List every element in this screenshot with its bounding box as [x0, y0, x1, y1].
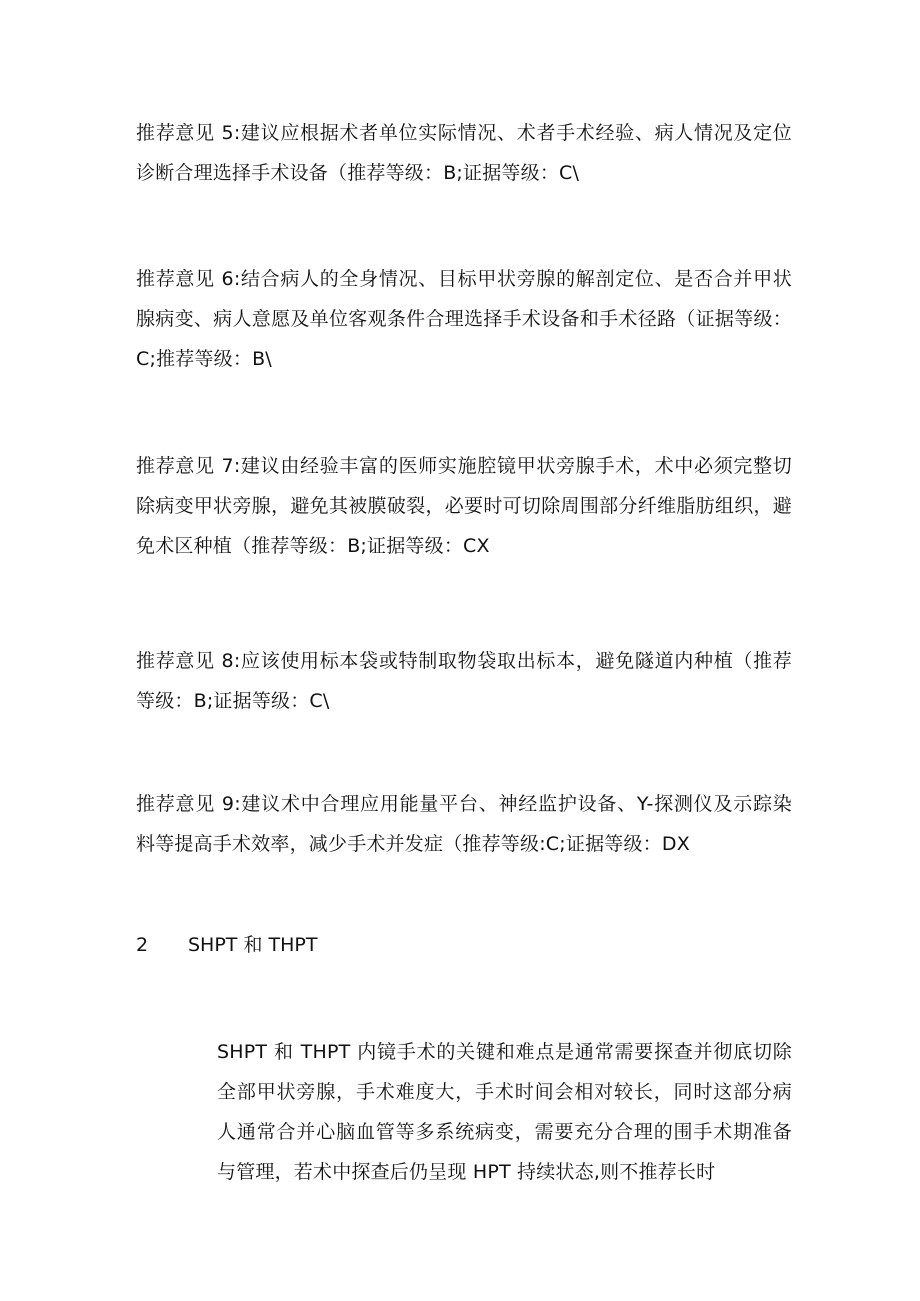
section-number: 2: [136, 934, 149, 956]
recommendation-7: 推荐意见 7:建议由经验丰富的医师实施腔镜甲状旁腺手术，术中必须完整切除病变甲状旁腺，避免其被膜破裂，必要时可切除周围部分纤维脂肪组织，避免术区种植（推荐等级：B;证据等级：CX: [136, 455, 792, 557]
recommendation-6: 推荐意见 6:结合病人的全身情况、目标甲状旁腺的解剖定位、是否合并甲状腺病变、病人意愿及单位客观条件合理选择手术设备和手术径路（证据等级：C;推荐等级：B\: [136, 268, 792, 370]
body-paragraph: SHPT 和 THPT 内镜手术的关键和难点是通常需要探查并彻底切除全部甲状旁腺，手术难度大，手术时间会相对较长，同时这部分病人通常合并心脑血管等多系统病变，需要充分合理的围手术期准备与管理，若术中探查后仍呈现 HPT 持续状态,则不推荐长时: [217, 1041, 792, 1183]
section-title: SHPT 和 THPT: [188, 934, 318, 956]
recommendation-8: 推荐意见 8:应该使用标本袋或特制取物袋取出标本，避免隧道内种植（推荐等级：B;证据等级：C\: [136, 650, 792, 712]
recommendation-5: 推荐意见 5:建议应根据术者单位实际情况、术者手术经验、病人情况及定位诊断合理选择手术设备（推荐等级：B;证据等级：C\: [136, 122, 792, 184]
section-heading: [136, 925, 317, 965]
recommendation-9: 推荐意见 9:建议术中合理应用能量平台、神经监护设备、Y-探测仪及示踪染料等提高手术效率，减少手术并发症（推荐等级:C;证据等级：DX: [136, 793, 792, 855]
